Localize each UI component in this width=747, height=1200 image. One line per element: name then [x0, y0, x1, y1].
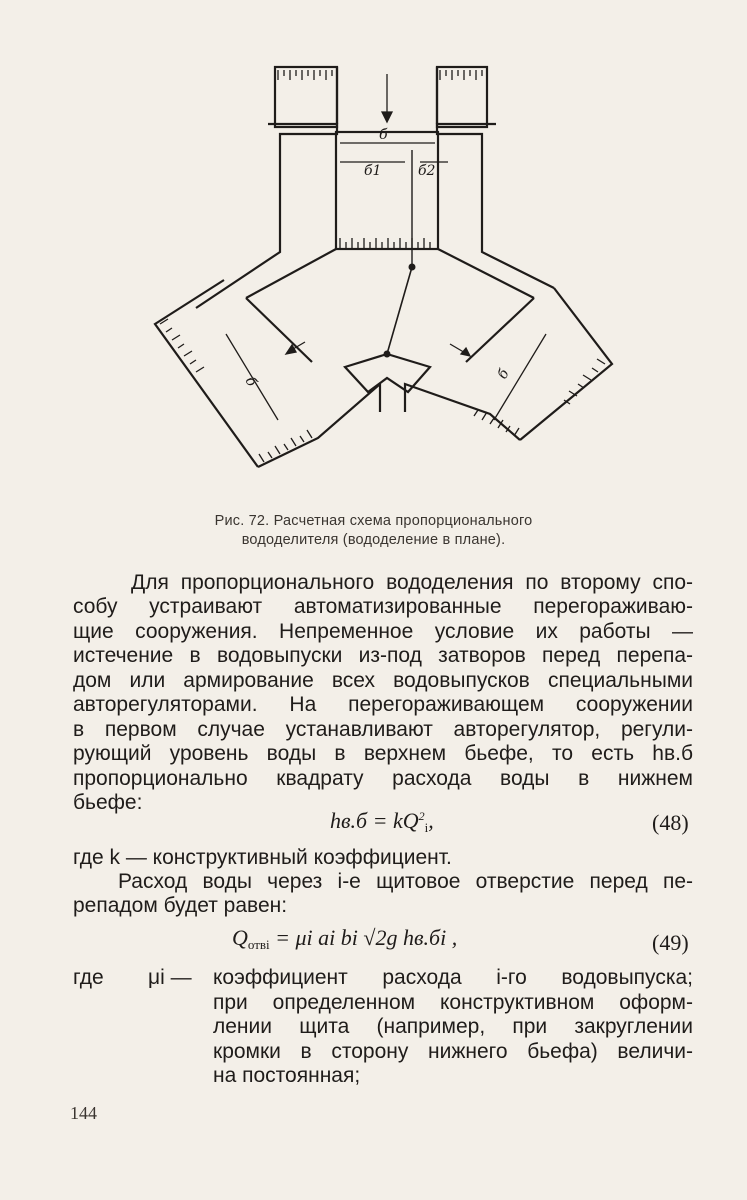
para2-line1: репадом будет равен:	[73, 894, 288, 917]
label-b: б	[379, 127, 388, 143]
figure-caption: Рис. 72. Расчетная схема пропорционального вододелителя (вододеление в плане).	[214, 513, 533, 548]
equation-48: $hв.б = kQ^2_i$,	[330, 808, 434, 835]
equation-48-number: (48)	[652, 810, 689, 835]
where-mu-line1: при определенном конструктивном оформ-	[213, 991, 693, 1014]
label-b2: б2	[418, 163, 436, 179]
where-mu-symbol: μi —	[148, 966, 192, 989]
para1-line3: истечение в водовыпуски из-под затворов перед перепа-	[73, 644, 693, 667]
where-mu-label: где	[73, 966, 104, 989]
para1-line4: дом или армирование всех водовыпусков специальными	[73, 669, 693, 692]
where-mu-line0: коэффициент расхода i-го водовыпуска;	[213, 966, 693, 989]
para1-line8: пропорционально квадрату расхода воды в нижнем	[73, 767, 693, 790]
label-b-right: б	[494, 366, 513, 382]
para1-line6: в первом случае устанавливают авторегулятор, регули-	[73, 718, 693, 741]
para1-line1: собу устраивают автоматизированные перегораживаю-	[73, 595, 693, 618]
para1-line9: бьефе:	[73, 791, 143, 814]
water-divider-diagram	[150, 62, 620, 502]
top-right-ruler	[437, 67, 487, 127]
equation-49: $Q_{отвi} = \mu i$ ai bi √2g hв.бi ,	[232, 925, 458, 952]
where-mu-line3: кромки в сторону нижнего бьефа) величи-	[213, 1040, 693, 1063]
label-b1: б1	[364, 163, 382, 179]
para1-line0: Для пропорционального вододеления по второму спо-	[131, 571, 693, 594]
where-mu-line2: лении щита (например, при закруглении	[213, 1015, 693, 1038]
para1-line7: рующий уровень воды в верхнем бьефе, то есть hв.б	[73, 742, 693, 765]
para1-line5: авторегуляторами. На перегораживающем сооружении	[73, 693, 693, 716]
where-k-line: где k — конструктивный коэффициент.	[73, 846, 452, 869]
para2-line0: Расход воды через i-е щитовое отверстие перед пе-	[118, 870, 693, 893]
distribution-chamber	[336, 132, 438, 249]
equation-49-number: (49)	[652, 930, 689, 955]
where-mu-line4: на постоянная;	[213, 1064, 361, 1087]
label-b-left: б	[241, 374, 260, 390]
para1-line2: щие сооружения. Непременное условие их работы —	[73, 620, 693, 643]
page-number: 144	[70, 1103, 97, 1123]
